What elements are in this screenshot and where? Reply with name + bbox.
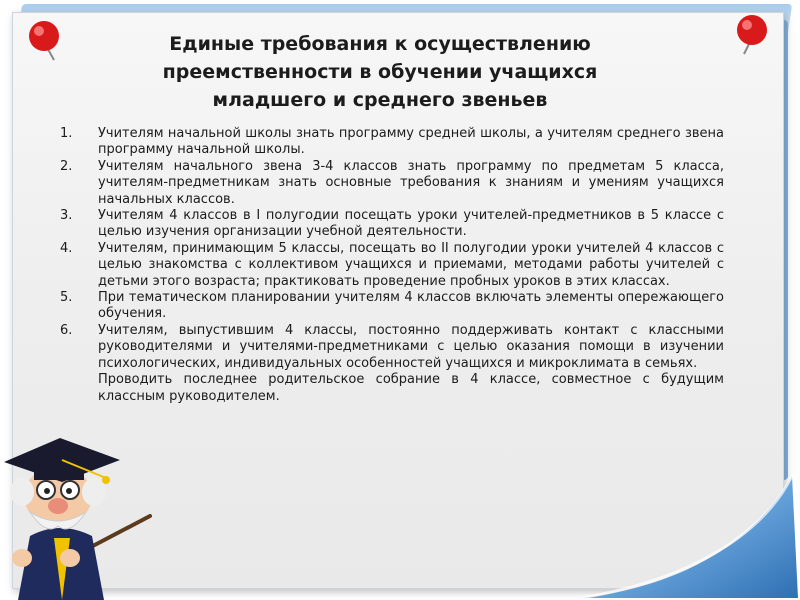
list-item-number: 2. [60, 158, 73, 174]
slide-title: Единые требования к осуществлению преемственности в обучении учащихся младшего и среднего звеньев [162, 33, 598, 111]
list-item [60, 126, 724, 159]
list-item [60, 372, 724, 405]
list-item-text: Проводить последнее родительское собрание в 4 классе, совместное с будущим классным руководителем. [98, 372, 724, 404]
list-item-text: Учителям 4 классов в I полугодии посещать уроки учителей-предметников в 5 классе с целью изучения организации учебной деятельности. [98, 208, 724, 240]
list-item-number: 3. [60, 208, 73, 224]
page-curl-icon [560, 470, 800, 600]
list-item-number: 6. [60, 322, 73, 338]
list-item [60, 159, 724, 208]
list-item-number: 5. [60, 290, 73, 306]
list-item [60, 323, 724, 372]
pushpin-left-icon [24, 18, 68, 62]
list-item [60, 290, 724, 323]
list-item-text: При тематическом планировании учителям 4 классов включать элементы опережающего обучения. [98, 290, 724, 322]
pushpin-right-icon [730, 12, 774, 56]
list-item [60, 241, 724, 290]
list-item-text: Учителям начального звена 3-4 классов знать программу по предметам 5 класса, учителям-предметникам знать основные требования к знаниям и умениям учащихся начальных классов. [98, 158, 724, 207]
list-item-text: Учителям, выпустившим 4 классы, постоянно поддерживать контакт с классными руководителями и учителями-предметниками с целью оказания помощи в изучении психологических, индивидуальных особенностей учащихся и микроклимата в семьях. [98, 322, 724, 371]
list-item-text: Учителям начальной школы знать программу средней школы, а учителям среднего звена программу начальной школы. [98, 126, 724, 158]
professor-mascot-icon [0, 408, 160, 600]
list-item-number: 4. [60, 240, 73, 256]
list-item [60, 208, 724, 241]
list-item-number: 1. [60, 126, 73, 141]
requirements-list [60, 126, 724, 405]
list-item-text: Учителям, принимающим 5 классы, посещать во II полугодии уроки учителей 4 классов с целью знакомства с коллективом учащихся и приемами, методами работы учителей с детьми этого возраста; практиковать проведение пробных уроков в этих классах. [98, 240, 724, 289]
